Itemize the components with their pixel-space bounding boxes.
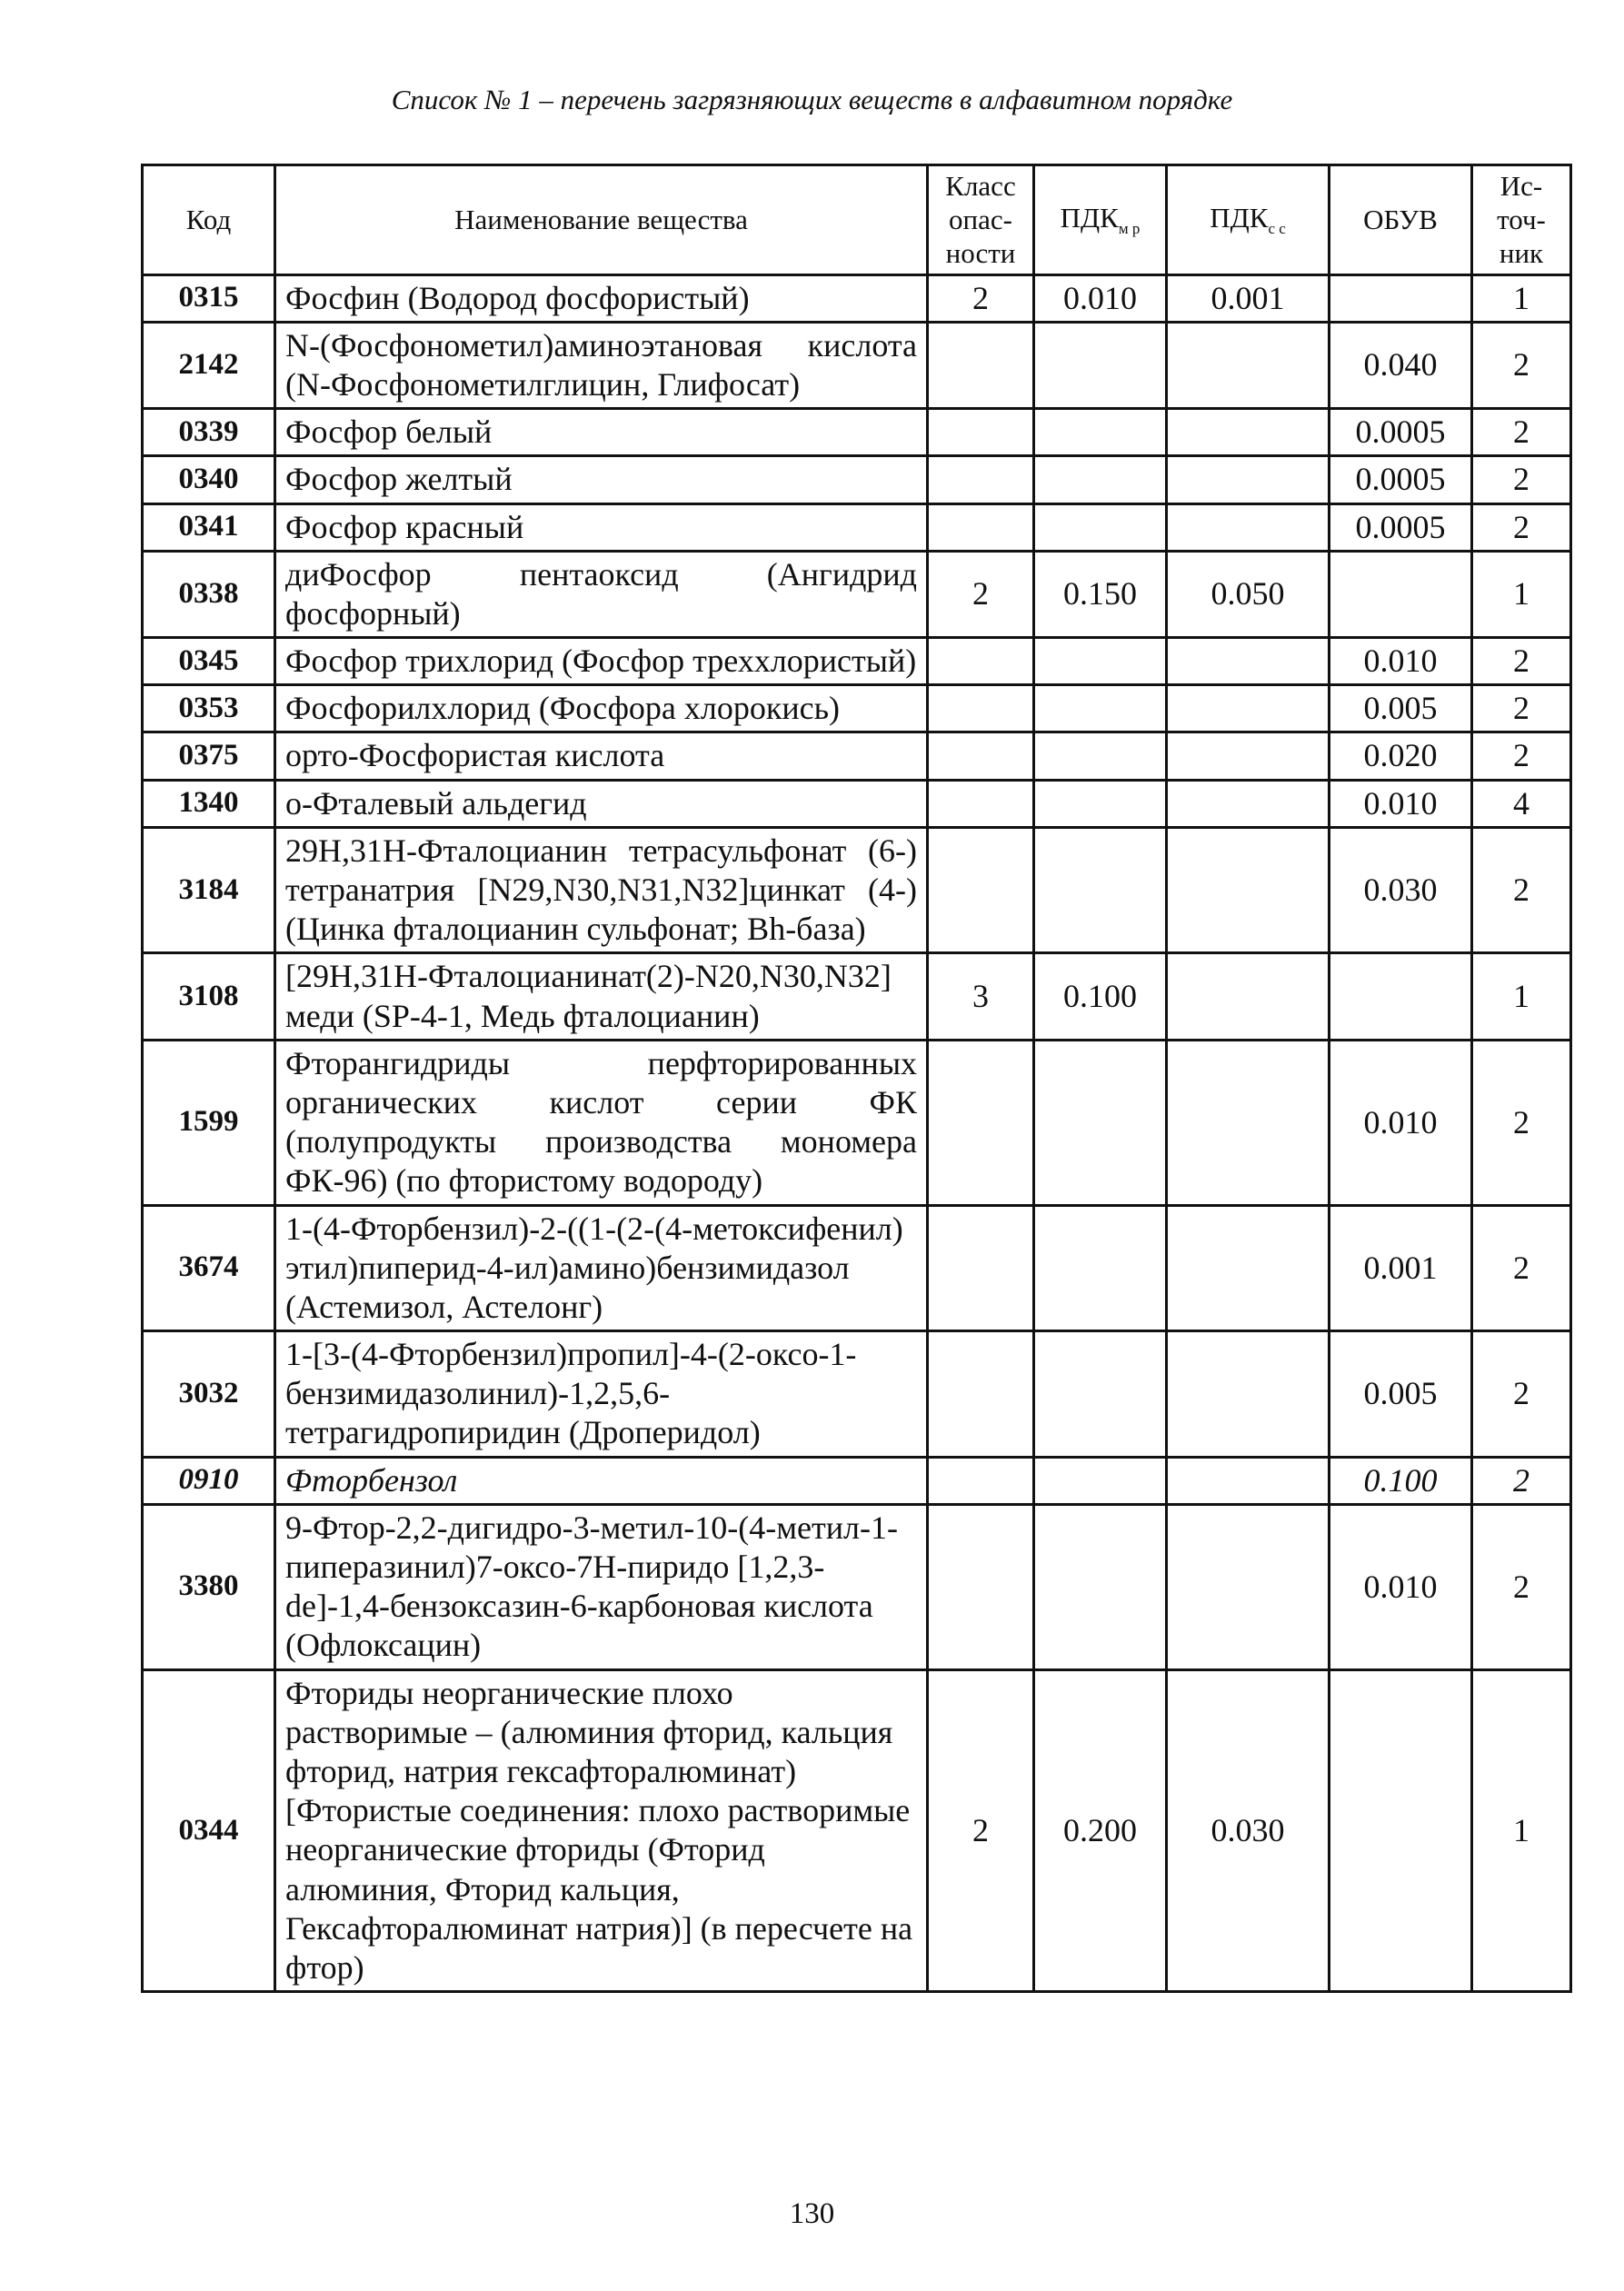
- cell-source: 2: [1472, 638, 1571, 685]
- cell-pdk-mr: [1034, 732, 1167, 780]
- cell-name: о-Фталевый альдегид: [275, 780, 928, 827]
- cell-source: 2: [1472, 827, 1571, 953]
- cell-obuv: 0.020: [1330, 732, 1472, 780]
- cell-pdk-ss: [1167, 953, 1330, 1040]
- cell-code: 0353: [143, 685, 275, 732]
- table-row: [143, 322, 1571, 408]
- cell-hazard-class: 3: [928, 953, 1034, 1040]
- cell-source: 2: [1472, 1205, 1571, 1331]
- cell-source: 1: [1472, 953, 1571, 1040]
- cell-source: 2: [1472, 409, 1571, 456]
- cell-pdk-ss: [1167, 827, 1330, 953]
- cell-name: 1-[3-(4-Фторбензил)пропил]-4-(2-оксо-1-бензимидазолинил)-1,2,5,6-тетрагидропиридин (Дроперидол): [275, 1331, 928, 1458]
- cell-hazard-class: [928, 1040, 1034, 1205]
- cell-name: Фосфор трихлорид (Фосфор треххлористый): [275, 638, 928, 685]
- cell-code: 0344: [143, 1669, 275, 1992]
- cell-pdk-mr: [1034, 638, 1167, 685]
- cell-pdk-mr: 0.150: [1034, 551, 1167, 637]
- cell-name: Фторангидриды перфторированных органических кислот серии ФК (полупродукты производства мономера ФК-96) (по фтористому водороду): [275, 1040, 928, 1205]
- header-pdk-ss-label: ПДК: [1210, 201, 1269, 234]
- cell-pdk-ss: [1167, 409, 1330, 456]
- header-pdk-ss-sub: с с: [1268, 220, 1286, 238]
- table-row: [143, 1205, 1571, 1331]
- cell-code: 1340: [143, 780, 275, 827]
- cell-code: 0341: [143, 503, 275, 551]
- table-body: [143, 274, 1571, 1992]
- cell-code: 1599: [143, 1040, 275, 1205]
- cell-code: 0339: [143, 409, 275, 456]
- table-row: [143, 732, 1571, 780]
- cell-code: 0375: [143, 732, 275, 780]
- cell-pdk-ss: [1167, 685, 1330, 732]
- cell-code: 0338: [143, 551, 275, 637]
- cell-pdk-ss: [1167, 1205, 1330, 1331]
- cell-code: 0315: [143, 274, 275, 322]
- cell-hazard-class: [928, 780, 1034, 827]
- cell-obuv: [1330, 274, 1472, 322]
- cell-hazard-class: [928, 638, 1034, 685]
- cell-hazard-class: 2: [928, 551, 1034, 637]
- cell-obuv: 0.010: [1330, 1040, 1472, 1205]
- document-title: Список № 1 – перечень загрязняющих веществ в алфавитном порядке: [391, 84, 1233, 115]
- table-row: [143, 1669, 1571, 1992]
- cell-pdk-mr: [1034, 780, 1167, 827]
- cell-obuv: 0.001: [1330, 1205, 1472, 1331]
- cell-name: Фториды неорганические плохо растворимые – (алюминия фторид, кальция фторид, натрия гексафторалюминат) [Фтористые соединения: плохо растворимые неорганические фториды (Фторид алюминия, Фторид кальция, Гексафторалюминат натрия)] (в пересчете на фтор): [275, 1669, 928, 1992]
- table-row: [143, 456, 1571, 503]
- cell-pdk-mr: [1034, 685, 1167, 732]
- cell-pdk-mr: [1034, 1331, 1167, 1458]
- cell-hazard-class: [928, 409, 1034, 456]
- cell-source: 2: [1472, 1040, 1571, 1205]
- cell-name: 1-(4-Фторбензил)-2-((1-(2-(4-метоксифенил) этил)пиперид-4-ил)амино)бензимидазол (Астемизол, Астелонг): [275, 1205, 928, 1331]
- cell-pdk-ss: [1167, 322, 1330, 408]
- table-row: [143, 409, 1571, 456]
- table-row: [143, 274, 1571, 322]
- header-source: Ис- точ- ник: [1472, 165, 1571, 275]
- cell-pdk-ss: [1167, 638, 1330, 685]
- cell-pdk-ss: [1167, 780, 1330, 827]
- cell-name: Фосфор белый: [275, 409, 928, 456]
- table-row: [143, 503, 1571, 551]
- table-row: [143, 1457, 1571, 1504]
- cell-obuv: 0.010: [1330, 638, 1472, 685]
- cell-name: Фторбензол: [275, 1457, 928, 1504]
- cell-pdk-ss: [1167, 1331, 1330, 1458]
- cell-hazard-class: [928, 685, 1034, 732]
- cell-obuv: [1330, 953, 1472, 1040]
- table-row: [143, 551, 1571, 637]
- cell-obuv: [1330, 551, 1472, 637]
- cell-pdk-ss: [1167, 1040, 1330, 1205]
- cell-hazard-class: [928, 827, 1034, 953]
- cell-code: 3184: [143, 827, 275, 953]
- cell-pdk-ss: [1167, 503, 1330, 551]
- cell-source: 2: [1472, 732, 1571, 780]
- cell-name: Фосфор желтый: [275, 456, 928, 503]
- cell-pdk-ss: 0.001: [1167, 274, 1330, 322]
- cell-code: 3674: [143, 1205, 275, 1331]
- cell-name: 9-Фтор-2,2-дигидро-3-метил-10-(4-метил-1-пиперазинил)7-оксо-7H-пиридо [1,2,3-de]-1,4-бензоксазин-6-карбоновая кислота (Офлоксацин): [275, 1504, 928, 1669]
- cell-name: N-(Фосфонометил)аминоэтановая кислота (N-Фосфонометилглицин, Глифосат): [275, 322, 928, 408]
- cell-code: 0910: [143, 1457, 275, 1504]
- cell-hazard-class: [928, 322, 1034, 408]
- table-row: [143, 827, 1571, 953]
- table-row: [143, 1040, 1571, 1205]
- cell-code: 3380: [143, 1504, 275, 1669]
- cell-hazard-class: [928, 732, 1034, 780]
- cell-pdk-mr: [1034, 409, 1167, 456]
- cell-source: 1: [1472, 274, 1571, 322]
- header-pdk-ss: [1167, 165, 1330, 275]
- cell-obuv: 0.0005: [1330, 409, 1472, 456]
- cell-source: 4: [1472, 780, 1571, 827]
- header-name: Наименование вещества: [275, 165, 928, 275]
- cell-pdk-ss: 0.030: [1167, 1669, 1330, 1992]
- cell-source: 2: [1472, 1331, 1571, 1458]
- table-row: [143, 780, 1571, 827]
- cell-source: 2: [1472, 503, 1571, 551]
- header-row: [143, 165, 1571, 275]
- cell-name: Фосфор красный: [275, 503, 928, 551]
- table-row: [143, 685, 1571, 732]
- cell-hazard-class: [928, 1457, 1034, 1504]
- header-hazard-class: Класс опас- ности: [928, 165, 1034, 275]
- cell-hazard-class: 2: [928, 274, 1034, 322]
- cell-source: 1: [1472, 1669, 1571, 1992]
- cell-pdk-mr: [1034, 1504, 1167, 1669]
- cell-obuv: 0.005: [1330, 685, 1472, 732]
- cell-code: 0345: [143, 638, 275, 685]
- cell-code: 3108: [143, 953, 275, 1040]
- cell-obuv: 0.040: [1330, 322, 1472, 408]
- cell-hazard-class: [928, 1205, 1034, 1331]
- cell-pdk-ss: [1167, 1504, 1330, 1669]
- cell-hazard-class: [928, 1504, 1034, 1669]
- cell-hazard-class: 2: [928, 1669, 1034, 1992]
- cell-source: 2: [1472, 1504, 1571, 1669]
- cell-pdk-mr: [1034, 1205, 1167, 1331]
- cell-pdk-ss: 0.050: [1167, 551, 1330, 637]
- header-pdk-mr-sub: м р: [1118, 220, 1141, 238]
- cell-source: 2: [1472, 1457, 1571, 1504]
- table-row: [143, 1331, 1571, 1458]
- cell-name: Фосфин (Водород фосфористый): [275, 274, 928, 322]
- cell-pdk-mr: 0.010: [1034, 274, 1167, 322]
- cell-hazard-class: [928, 1331, 1034, 1458]
- table-row: [143, 953, 1571, 1040]
- cell-obuv: 0.005: [1330, 1331, 1472, 1458]
- cell-pdk-ss: [1167, 732, 1330, 780]
- cell-pdk-mr: 0.100: [1034, 953, 1167, 1040]
- cell-name: 29H,31H-Фталоцианин тетрасульфонат (6-) тетранатрия [N29,N30,N31,N32]цинкат (4-) (Цинка фталоцианин сульфонат; Bh-база): [275, 827, 928, 953]
- cell-name: [29H,31H-Фталоцианинат(2)-N20,N30,N32] меди (SP-4-1, Медь фталоцианин): [275, 953, 928, 1040]
- cell-obuv: 0.0005: [1330, 456, 1472, 503]
- cell-pdk-mr: [1034, 456, 1167, 503]
- cell-pdk-mr: [1034, 322, 1167, 408]
- page-number: 130: [789, 2197, 835, 2230]
- cell-source: 2: [1472, 322, 1571, 408]
- cell-obuv: 0.100: [1330, 1457, 1472, 1504]
- cell-obuv: 0.0005: [1330, 503, 1472, 551]
- header-pdk-mr-label: ПДК: [1060, 201, 1119, 234]
- header-code: Код: [143, 165, 275, 275]
- table-row: [143, 638, 1571, 685]
- header-obuv: ОБУВ: [1330, 165, 1472, 275]
- cell-hazard-class: [928, 503, 1034, 551]
- table-header: [143, 165, 1571, 275]
- cell-hazard-class: [928, 456, 1034, 503]
- cell-code: 2142: [143, 322, 275, 408]
- cell-pdk-mr: [1034, 503, 1167, 551]
- cell-source: 2: [1472, 685, 1571, 732]
- cell-obuv: 0.030: [1330, 827, 1472, 953]
- cell-source: 2: [1472, 456, 1571, 503]
- cell-obuv: 0.010: [1330, 1504, 1472, 1669]
- cell-pdk-ss: [1167, 1457, 1330, 1504]
- cell-name: диФосфор пентаоксид (Ангидрид фосфорный): [275, 551, 928, 637]
- cell-name: Фосфорилхлорид (Фосфора хлорокись): [275, 685, 928, 732]
- table-row: [143, 1504, 1571, 1669]
- cell-pdk-mr: 0.200: [1034, 1669, 1167, 1992]
- cell-pdk-mr: [1034, 827, 1167, 953]
- cell-name: орто-Фосфористая кислота: [275, 732, 928, 780]
- cell-pdk-ss: [1167, 456, 1330, 503]
- header-pdk-mr: [1034, 165, 1167, 275]
- cell-code: 3032: [143, 1331, 275, 1458]
- cell-code: 0340: [143, 456, 275, 503]
- cell-pdk-mr: [1034, 1040, 1167, 1205]
- cell-source: 1: [1472, 551, 1571, 637]
- cell-obuv: 0.010: [1330, 780, 1472, 827]
- substances-table: [141, 164, 1572, 1993]
- cell-pdk-mr: [1034, 1457, 1167, 1504]
- cell-obuv: [1330, 1669, 1472, 1992]
